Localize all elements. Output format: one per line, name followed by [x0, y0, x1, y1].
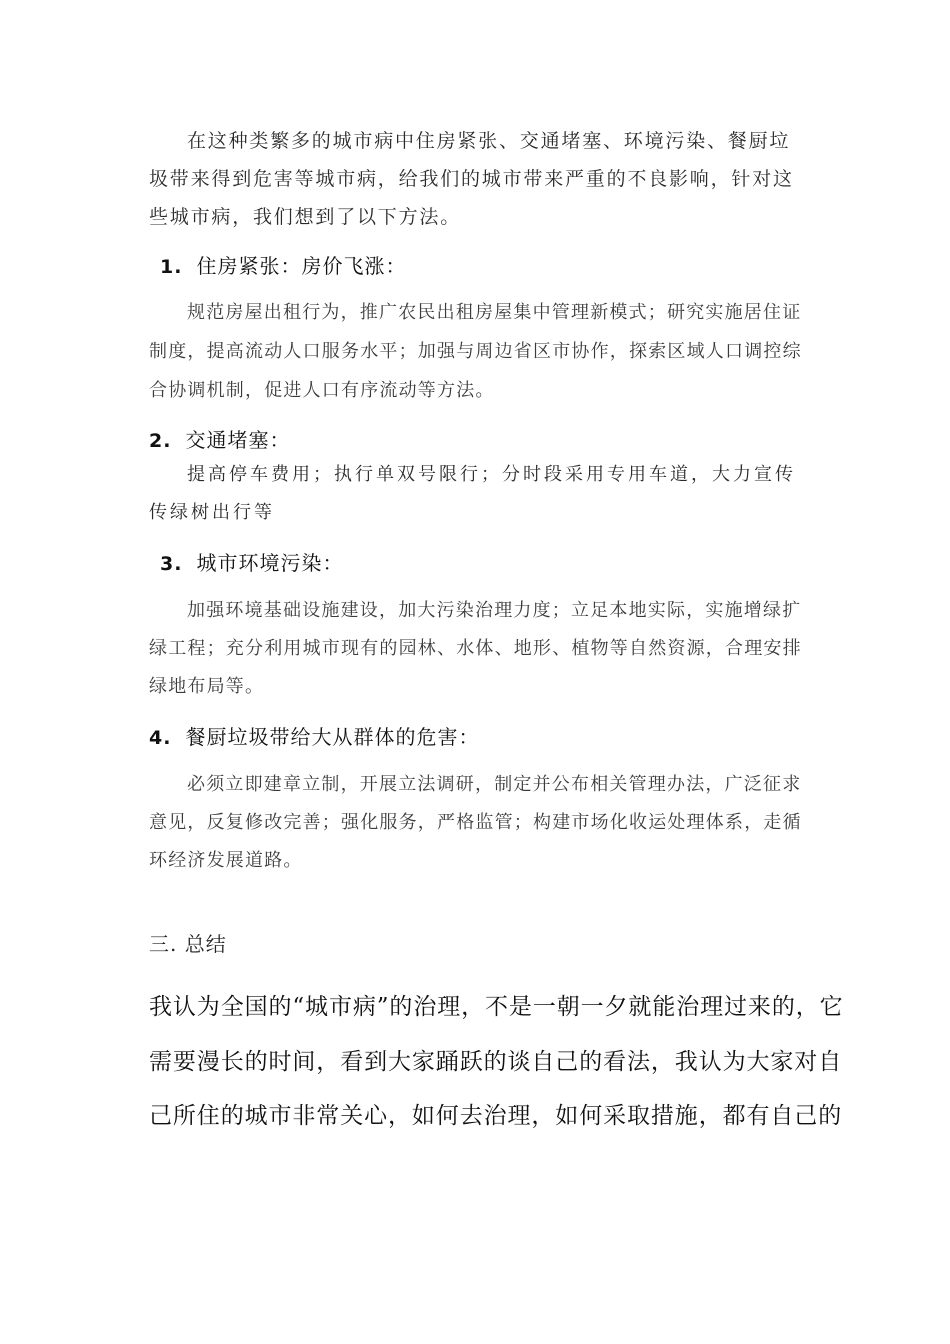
item-4-line-1: 必须立即建章立制，开展立法调研，制定并公布相关管理办法，广泛征求 — [187, 774, 802, 795]
intro-line-1: 在这种类繁多的城市病中住房紧张、交通堵塞、环境污染、餐厨垃 — [187, 130, 791, 152]
item-3-line-1: 加强环境基础设施建设，加大污染治理力度；立足本地实际，实施增绿扩 — [187, 600, 802, 621]
item-1-heading — [160, 250, 406, 279]
item-2-number: 2. — [149, 430, 172, 452]
item-3-title: 城市环境污染： — [196, 551, 344, 575]
item-4-line-2: 意见，反复修改完善；强化服务，严格监管；构建市场化收运处理体系，走循 — [149, 812, 802, 833]
summary-line-2: 需要漫长的时间，看到大家踊跃的谈自己的看法，我认为大家对自 — [149, 1049, 843, 1075]
item-3-line-2: 绿工程；充分利用城市现有的园林、水体、地形、植物等自然资源，合理安排 — [149, 638, 802, 659]
summary-line-3: 己所住的城市非常关心，如何去治理，如何采取措施，都有自己的 — [149, 1103, 843, 1129]
item-4-line-3: 环经济发展道路。 — [149, 850, 303, 871]
item-1-line-3: 合协调机制，促进人口有序流动等方法。 — [149, 380, 495, 401]
item-3-line-3: 绿地布局等。 — [149, 676, 265, 697]
item-2-heading — [149, 424, 290, 453]
item-4-number: 4. — [149, 727, 172, 749]
item-2-line-1: 提高停车费用；执行单双号限行；分时段采用专用车道，大力宣传 — [187, 464, 796, 485]
item-1-title: 住房紧张：房价飞涨： — [196, 254, 407, 278]
item-4-heading — [149, 721, 479, 750]
item-1-number: 1. — [160, 256, 183, 278]
item-2-line-2: 传绿树出行等 — [149, 502, 275, 523]
intro-line-2: 圾带来得到危害等城市病，给我们的城市带来严重的不良影响，针对这 — [149, 168, 794, 190]
item-1-line-2: 制度，提高流动人口服务水平；加强与周边省区市协作，探索区域人口调控综 — [149, 341, 802, 362]
intro-line-3: 些城市病，我们想到了以下方法。 — [149, 206, 462, 228]
item-3-number: 3. — [160, 553, 183, 575]
item-2-title: 交通堵塞： — [185, 428, 291, 452]
item-3-heading — [160, 547, 343, 576]
summary-title: 三. 总结 — [149, 932, 227, 956]
item-4-title: 餐厨垃圾带给大从群体的危害： — [185, 725, 480, 749]
item-1-line-1: 规范房屋出租行为，推广农民出租房屋集中管理新模式；研究实施居住证 — [187, 302, 802, 323]
summary-line-1: 我认为全国的“城市病”的治理，不是一朝一夕就能治理过来的，它 — [149, 994, 844, 1020]
